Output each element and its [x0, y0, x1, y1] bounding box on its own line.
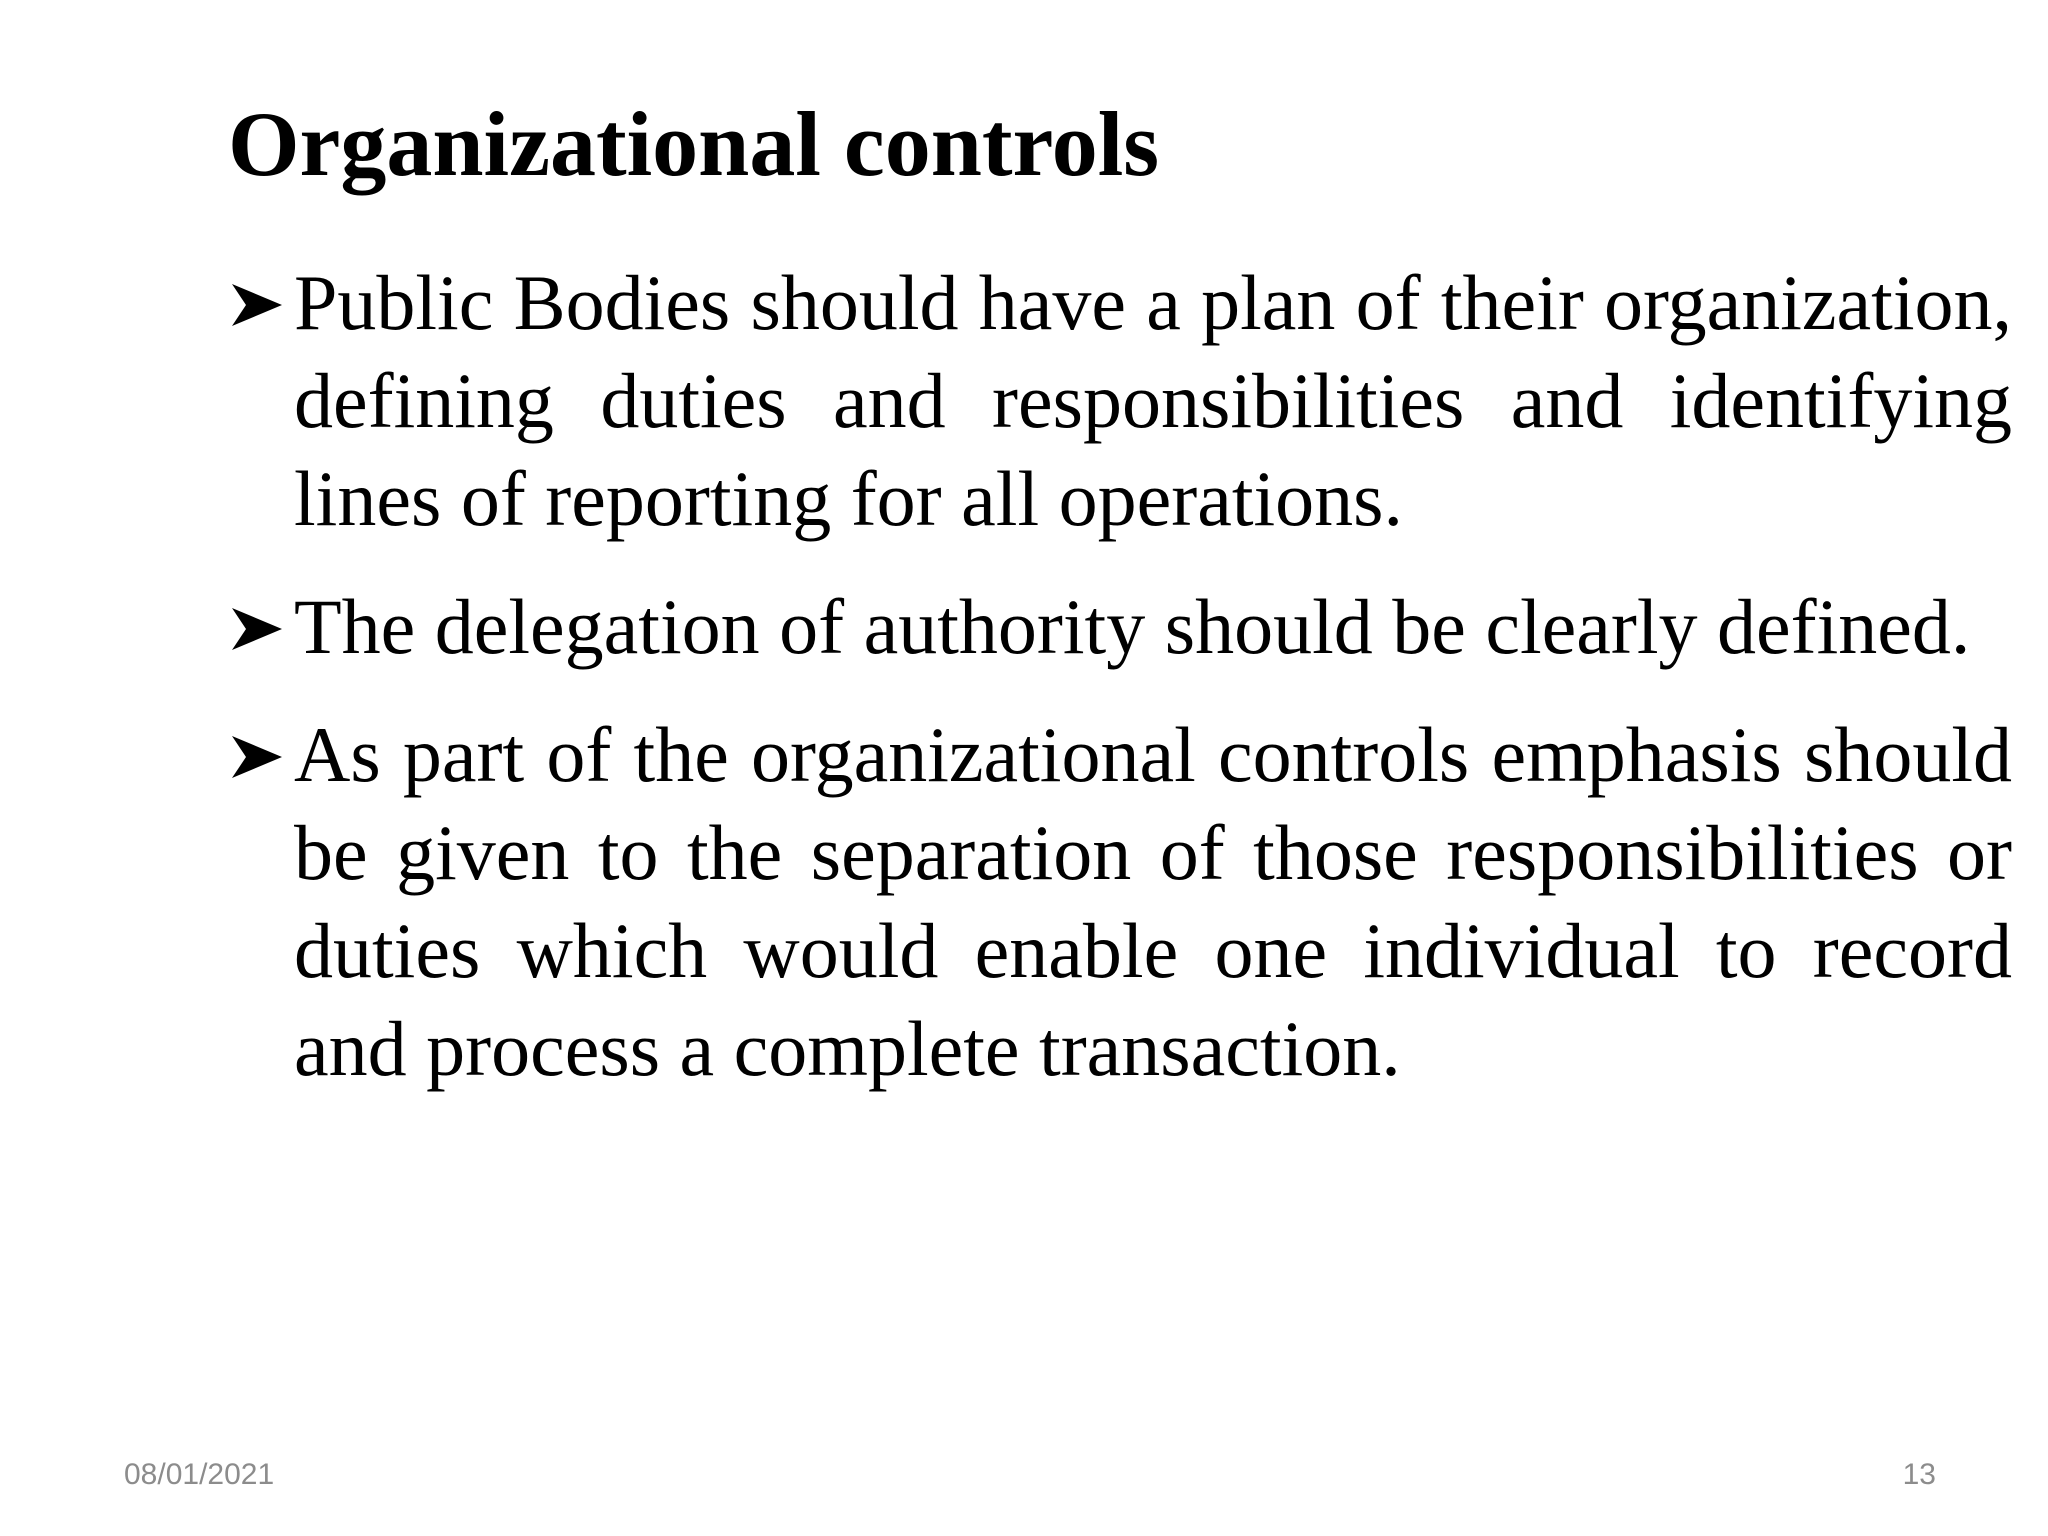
bullet-item	[228, 578, 2012, 676]
slide-page-number: 13	[1902, 1458, 1936, 1491]
bullet-text: As part of the organizational controls emphasis should be given to the separation of those responsibilities or duties which would enable one individual to record and process a complete transaction.	[294, 711, 2012, 1092]
bullet-item	[228, 254, 2012, 548]
bullet-text: Public Bodies should have a plan of their organization, defining duties and responsibilities and identifying lines of reporting for all operations.	[294, 259, 2012, 542]
footer-date: 08/01/2021	[124, 1458, 275, 1491]
slide-title: Organizational controls	[228, 93, 1160, 195]
arrowhead-bullet-icon	[230, 606, 284, 652]
bullet-item	[228, 706, 2012, 1098]
arrowhead-bullet-icon	[230, 734, 284, 780]
bullet-text: The delegation of authority should be clearly defined.	[294, 583, 1971, 670]
bullet-list	[228, 254, 2012, 1128]
arrowhead-bullet-icon	[230, 282, 284, 328]
